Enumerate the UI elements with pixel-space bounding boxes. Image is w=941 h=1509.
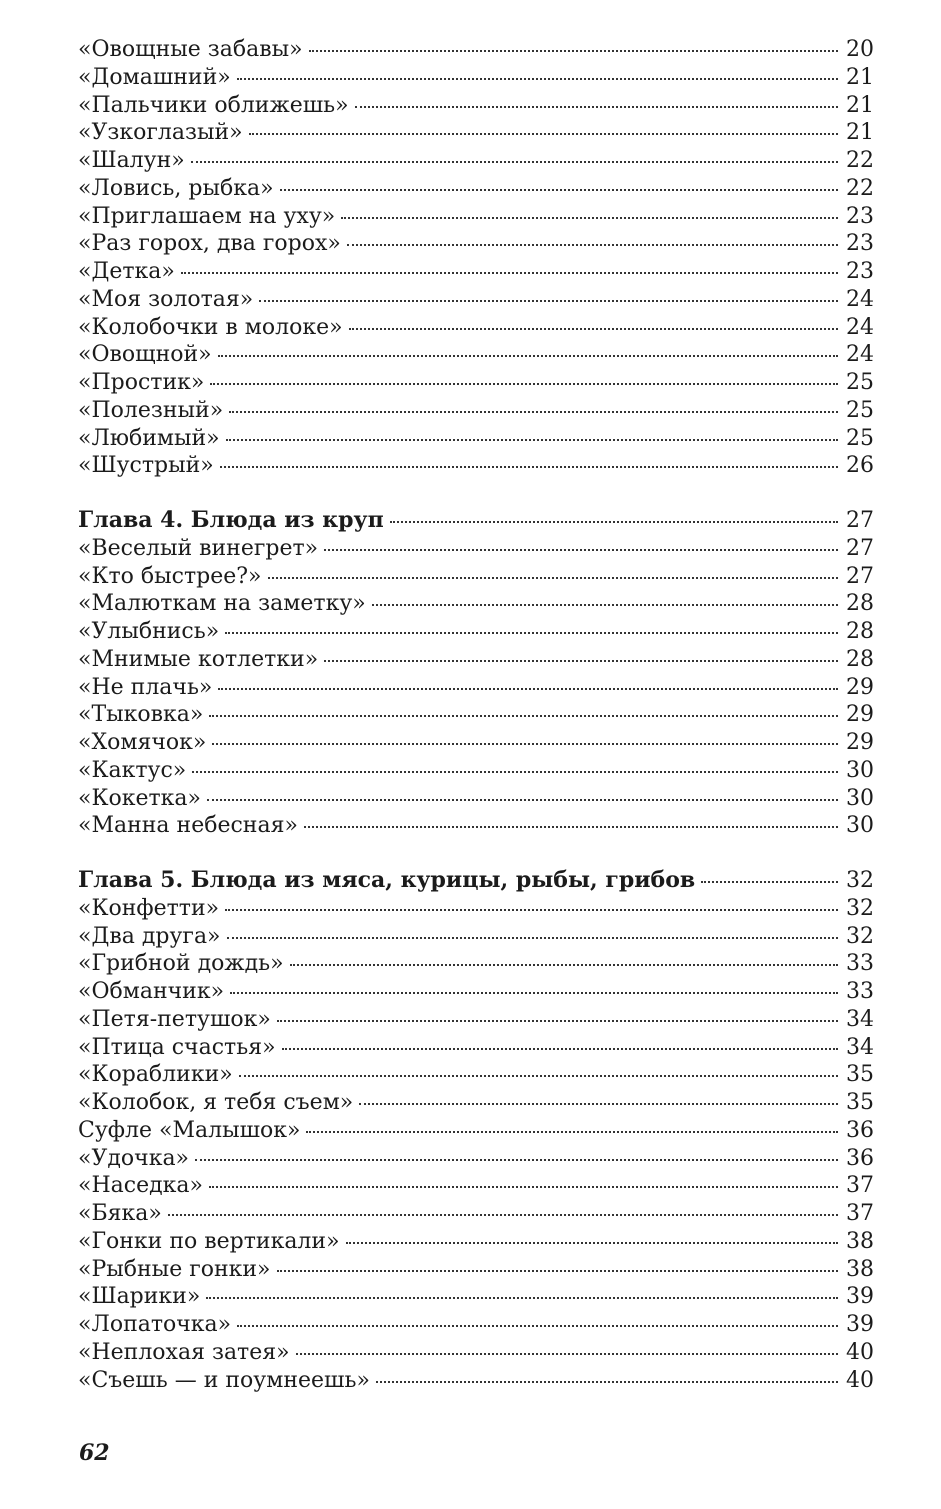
dot-leader <box>207 798 838 801</box>
dot-leader <box>227 936 838 939</box>
toc-entry <box>78 590 874 618</box>
entry-title: «Шарики» <box>78 1284 201 1310</box>
dot-leader <box>355 105 838 108</box>
entry-title: «Любимый» <box>78 425 220 451</box>
entry-page-number: 34 <box>846 1034 874 1060</box>
entry-page-number: 29 <box>846 702 874 728</box>
dot-leader <box>237 77 838 80</box>
entry-title: «Приглашаем на уху» <box>78 203 336 229</box>
entry-title: «Неплохая затея» <box>78 1339 290 1365</box>
entry-page-number: 22 <box>846 148 874 173</box>
chapter-heading <box>78 867 874 895</box>
entry-title: «Петя-петушок» <box>78 1006 271 1032</box>
entry-page-number: 38 <box>846 1256 874 1282</box>
dot-leader <box>324 659 838 662</box>
entry-title: «Гонки по вертикали» <box>78 1228 340 1254</box>
dot-leader <box>390 520 838 523</box>
entry-title: «Шустрый» <box>78 453 214 479</box>
entry-page-number: 35 <box>846 1090 874 1115</box>
entry-page-number: 27 <box>846 508 874 533</box>
entry-page-number: 28 <box>846 646 874 672</box>
dot-leader <box>191 160 838 163</box>
toc-entry <box>78 646 874 674</box>
entry-title: «Манна небесная» <box>78 813 298 839</box>
toc-entry <box>78 36 874 64</box>
toc-entry <box>78 369 874 397</box>
toc-entry <box>78 978 874 1006</box>
entry-page-number: 21 <box>846 64 874 90</box>
toc-entry <box>78 1006 874 1034</box>
dot-leader <box>249 132 838 135</box>
toc-entry <box>78 203 874 231</box>
toc-entry <box>78 1145 874 1173</box>
dot-leader <box>181 271 838 274</box>
dot-leader <box>239 1074 838 1077</box>
dot-leader <box>306 1130 838 1133</box>
dot-leader <box>195 1158 838 1161</box>
dot-leader <box>210 382 838 385</box>
entry-page-number: 34 <box>846 1006 874 1032</box>
toc-section <box>78 507 874 840</box>
entry-page-number: 37 <box>846 1201 874 1226</box>
toc-section <box>78 867 874 1394</box>
entry-page-number: 37 <box>846 1173 874 1199</box>
entry-page-number: 29 <box>846 730 874 755</box>
toc-entry <box>78 563 874 591</box>
dot-leader <box>290 963 838 966</box>
entry-page-number: 32 <box>846 868 874 893</box>
entry-title: «Тыковка» <box>78 702 204 728</box>
dot-leader <box>218 354 838 357</box>
dot-leader <box>229 410 838 413</box>
toc-list <box>78 36 874 1394</box>
entry-page-number: 24 <box>846 314 874 340</box>
dot-leader <box>324 548 838 551</box>
entry-page-number: 39 <box>846 1312 874 1337</box>
toc-entry <box>78 1200 874 1228</box>
entry-title: «Птица счастья» <box>78 1034 276 1060</box>
toc-entry <box>78 64 874 92</box>
entry-page-number: 27 <box>846 563 874 589</box>
dot-leader <box>372 603 838 606</box>
entry-page-number: 28 <box>846 619 874 644</box>
dot-leader <box>168 1213 838 1216</box>
toc-entry <box>78 341 874 369</box>
dot-leader <box>277 1019 838 1022</box>
toc-entry <box>78 1172 874 1200</box>
entry-title: «Ловись, рыбка» <box>78 175 274 201</box>
entry-page-number: 23 <box>846 203 874 229</box>
entry-title: «Грибной дождь» <box>78 951 284 977</box>
dot-leader <box>282 1047 838 1050</box>
toc-entry <box>78 1228 874 1256</box>
entry-title: «Обманчик» <box>78 979 225 1004</box>
dot-leader <box>346 1241 838 1244</box>
toc-entry <box>78 397 874 425</box>
toc-entry <box>78 701 874 729</box>
entry-page-number: 32 <box>846 895 874 921</box>
dot-leader <box>230 991 838 994</box>
dot-leader <box>359 1102 838 1105</box>
entry-title: «Лопаточка» <box>78 1312 232 1337</box>
entry-title: «Полезный» <box>78 397 224 423</box>
entry-title: «Не плачь» <box>78 674 213 700</box>
dot-leader <box>268 576 838 579</box>
entry-page-number: 23 <box>846 231 874 257</box>
entry-title: «Наседка» <box>78 1173 203 1199</box>
entry-page-number: 25 <box>846 397 874 423</box>
entry-title: «Шалун» <box>78 148 185 173</box>
entry-title: Суфле «Малышок» <box>78 1117 301 1143</box>
entry-title: «Овощной» <box>78 342 212 368</box>
entry-title: «Простик» <box>78 370 205 395</box>
entry-title: «Мнимые котлетки» <box>78 646 319 672</box>
dot-leader <box>309 49 838 52</box>
entry-page-number: 23 <box>846 259 874 284</box>
dot-leader <box>225 908 838 911</box>
entry-page-number: 30 <box>846 757 874 783</box>
dot-leader <box>341 216 838 219</box>
entry-title: «Домашний» <box>78 64 231 90</box>
toc-entry <box>78 1061 874 1089</box>
chapter-title: Глава 5. Блюда из мяса, курицы, рыбы, грибов <box>78 867 696 893</box>
dot-leader <box>277 1269 838 1272</box>
entry-page-number: 28 <box>846 591 874 617</box>
toc-entry <box>78 785 874 813</box>
toc-entry <box>78 452 874 480</box>
toc-entry <box>78 119 874 147</box>
dot-leader <box>237 1324 838 1327</box>
entry-title: «Два друга» <box>78 923 221 949</box>
entry-title: «Съешь — и поумнеешь» <box>78 1367 370 1393</box>
dot-leader <box>218 687 838 690</box>
dot-leader <box>220 465 838 468</box>
toc-entry <box>78 1256 874 1284</box>
toc-entry <box>78 258 874 286</box>
toc-entry <box>78 1283 874 1311</box>
entry-page-number: 39 <box>846 1284 874 1310</box>
entry-page-number: 24 <box>846 342 874 368</box>
entry-page-number: 29 <box>846 674 874 700</box>
chapter-title: Глава 4. Блюда из круп <box>78 507 384 533</box>
dot-leader <box>226 438 838 441</box>
entry-title: «Малюткам на заметку» <box>78 591 366 617</box>
entry-page-number: 36 <box>846 1145 874 1171</box>
entry-title: «Кокетка» <box>78 785 201 811</box>
toc-entry <box>78 1089 874 1117</box>
entry-title: «Раз горох, два горох» <box>78 231 341 257</box>
entry-page-number: 30 <box>846 813 874 839</box>
toc-entry <box>78 757 874 785</box>
entry-title: «Кто быстрее?» <box>78 563 262 589</box>
entry-title: «Веселый винегрет» <box>78 535 319 561</box>
entry-page-number: 26 <box>846 453 874 479</box>
dot-leader <box>701 880 838 883</box>
chapter-heading <box>78 507 874 535</box>
entry-page-number: 40 <box>846 1339 874 1365</box>
entry-title: «Колобочки в молоке» <box>78 314 343 340</box>
entry-page-number: 24 <box>846 286 874 312</box>
entry-title: «Рыбные гонки» <box>78 1256 271 1282</box>
entry-page-number: 36 <box>846 1117 874 1143</box>
toc-entry <box>78 729 874 757</box>
entry-page-number: 21 <box>846 92 874 118</box>
toc-entry <box>78 1339 874 1367</box>
dot-leader <box>212 742 838 745</box>
dot-leader <box>259 299 838 302</box>
entry-title: «Моя золотая» <box>78 286 254 312</box>
entry-page-number: 38 <box>846 1228 874 1254</box>
toc-entry <box>78 618 874 646</box>
toc-entry <box>78 1311 874 1339</box>
dot-leader <box>209 714 838 717</box>
entry-title: «Колобок, я тебя съем» <box>78 1090 354 1115</box>
entry-page-number: 27 <box>846 535 874 561</box>
toc-entry <box>78 1367 874 1395</box>
toc-entry <box>78 1034 874 1062</box>
dot-leader <box>225 631 838 634</box>
dot-leader <box>347 243 838 246</box>
toc-entry <box>78 314 874 342</box>
entry-title: «Узкоглазый» <box>78 120 243 146</box>
dot-leader <box>280 188 838 191</box>
entry-title: «Хомячок» <box>78 730 207 755</box>
toc-entry <box>78 230 874 258</box>
entry-page-number: 30 <box>846 785 874 811</box>
entry-page-number: 40 <box>846 1367 874 1393</box>
entry-page-number: 33 <box>846 979 874 1004</box>
toc-entry <box>78 286 874 314</box>
entry-title: «Кактус» <box>78 757 187 783</box>
entry-page-number: 22 <box>846 175 874 201</box>
entry-title: «Детка» <box>78 259 175 284</box>
toc-entry <box>78 812 874 840</box>
toc-entry <box>78 950 874 978</box>
entry-title: «Овощные забавы» <box>78 37 303 62</box>
dot-leader <box>304 825 838 828</box>
toc-entry <box>78 425 874 453</box>
toc-section <box>78 36 874 480</box>
table-of-contents <box>78 36 874 1394</box>
toc-entry <box>78 674 874 702</box>
entry-title: «Улыбнись» <box>78 619 220 644</box>
toc-entry <box>78 923 874 951</box>
toc-entry <box>78 535 874 563</box>
entry-page-number: 25 <box>846 370 874 395</box>
entry-page-number: 35 <box>846 1062 874 1088</box>
entry-page-number: 25 <box>846 425 874 451</box>
toc-entry <box>78 1117 874 1145</box>
toc-entry <box>78 92 874 120</box>
toc-entry <box>78 175 874 203</box>
entry-page-number: 32 <box>846 923 874 949</box>
dot-leader <box>349 327 838 330</box>
dot-leader <box>206 1296 838 1299</box>
entry-title: «Удочка» <box>78 1145 190 1171</box>
dot-leader <box>296 1352 838 1355</box>
dot-leader <box>376 1380 838 1383</box>
entry-title: «Кораблики» <box>78 1062 233 1088</box>
entry-title: «Пальчики оближешь» <box>78 92 349 118</box>
entry-page-number: 21 <box>846 120 874 146</box>
dot-leader <box>192 770 838 773</box>
toc-entry <box>78 895 874 923</box>
entry-title: «Бяка» <box>78 1201 162 1226</box>
entry-title: «Конфетти» <box>78 895 220 921</box>
entry-page-number: 33 <box>846 951 874 977</box>
toc-entry <box>78 147 874 175</box>
dot-leader <box>209 1185 838 1188</box>
entry-page-number: 20 <box>846 37 874 62</box>
page-number: 62 <box>79 1440 110 1466</box>
